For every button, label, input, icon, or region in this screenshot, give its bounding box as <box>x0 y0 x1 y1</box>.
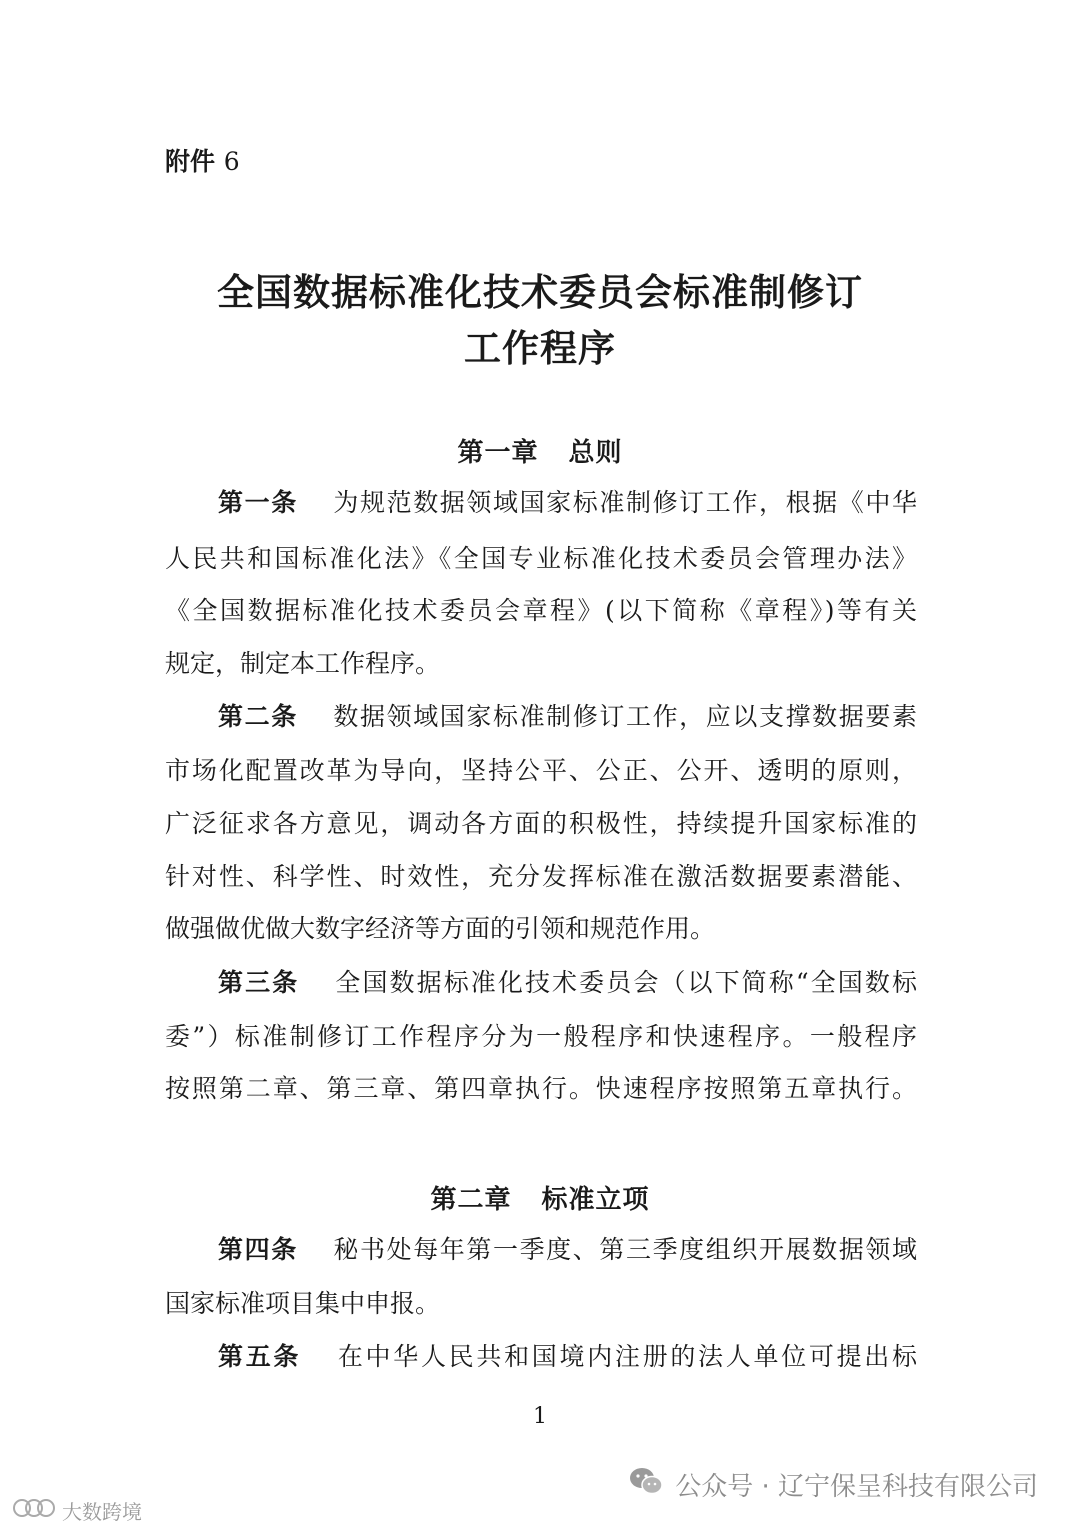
article-line: 做强做优做大数字经济等方面的引领和规范作用。 <box>165 914 716 943</box>
attachment-label: 附件 6 <box>165 147 240 176</box>
article-label: 第三条 <box>218 968 300 997</box>
article-line: 第四条 秘书处每年第一季度、第三季度组织开展数据领域 <box>218 1235 917 1264</box>
article-line: 规定，制定本工作程序。 <box>165 649 441 678</box>
document-title-line2: 工作程序 <box>464 326 616 370</box>
article-line: 第五条 在中华人民共和国境内注册的法人单位可提出标 <box>218 1342 917 1371</box>
wechat-icon <box>629 1466 663 1503</box>
article-label: 第五条 <box>218 1342 302 1371</box>
brand-logo-icon <box>12 1497 56 1524</box>
article-label: 第二条 <box>218 702 298 731</box>
chapter-heading: 第一章 总则 <box>457 438 623 468</box>
article-label: 第四条 <box>218 1235 298 1264</box>
article-label: 第一条 <box>218 488 298 517</box>
article-line: 市场化配置改革为导向，坚持公平、公正、公开、透明的原则， <box>165 756 917 785</box>
chapter-heading: 第二章 标准立项 <box>430 1185 650 1215</box>
article-line: 第一条 为规范数据领域国家标准制修订工作，根据《中华 <box>218 488 917 517</box>
page-number: 1 <box>533 1404 547 1429</box>
article-line: 第三条 全国数据标准化技术委员会（以下简称“全国数标 <box>218 968 917 997</box>
watermark-left: 大数跨境 <box>12 1496 142 1525</box>
article-line: 委”）标准制修订工作程序分为一般程序和快速程序。一般程序 <box>165 1022 917 1051</box>
article-line: 国家标准项目集中申报。 <box>165 1289 441 1318</box>
article-line: 针对性、科学性、时效性，充分发挥标准在激活数据要素潜能、 <box>165 862 917 891</box>
article-line: 按照第二章、第三章、第四章执行。快速程序按照第五章执行。 <box>165 1074 917 1103</box>
article-line: 人民共和国标准化法》《全国专业标准化技术委员会管理办法》 <box>165 544 917 573</box>
article-line: 《全国数据标准化技术委员会章程》(以下简称《章程》)等有关 <box>165 596 917 625</box>
article-line: 第二条 数据领域国家标准制修订工作，应以支撑数据要素 <box>218 702 917 731</box>
document-title: 全国数据标准化技术委员会标准制修订 <box>217 270 863 314</box>
article-line: 广泛征求各方意见，调动各方面的积极性，持续提升国家标准的 <box>165 809 917 838</box>
watermark-right: 公众号 · 辽宁保呈科技有限公司 <box>629 1466 1038 1503</box>
